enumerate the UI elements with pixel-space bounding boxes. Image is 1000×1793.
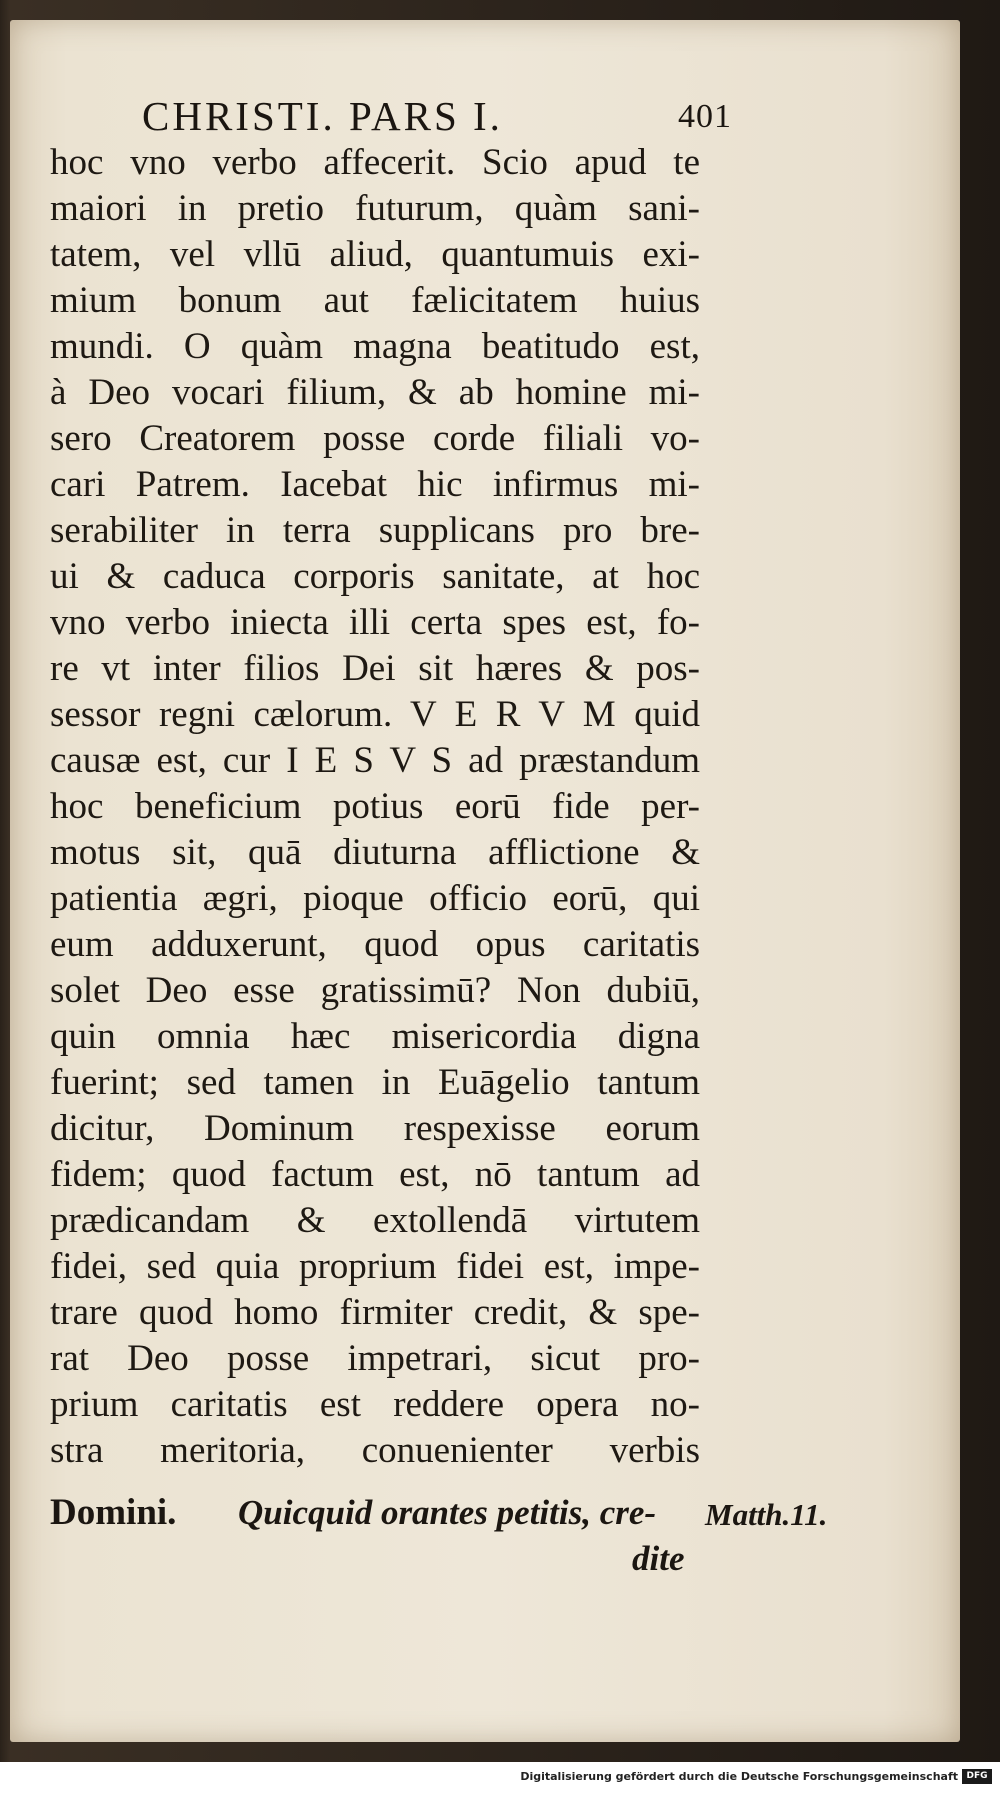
text-line: rat Deo posse impetrari, sicut pro- bbox=[50, 1338, 700, 1379]
text-line: hoc beneficium potius eorū fide per- bbox=[50, 786, 700, 827]
text-line: solet Deo esse gratissimū? Non dubiū, bbox=[50, 970, 700, 1011]
text-line: maiori in pretio futurum, quàm sani- bbox=[50, 188, 700, 229]
text-line: patientia ægri, pioque officio eorū, qui bbox=[50, 878, 700, 919]
text-line: fuerint; sed tamen in Euāgelio tantum bbox=[50, 1062, 700, 1103]
text-line: prædicandam & extollendā virtutem bbox=[50, 1200, 700, 1241]
digitization-footer bbox=[0, 1762, 1000, 1793]
text-line: re vt inter filios Dei sit hæres & pos- bbox=[50, 648, 700, 689]
text-line: mium bonum aut fælicitatem huius bbox=[50, 280, 700, 321]
text-line: trare quod homo firmiter credit, & spe- bbox=[50, 1292, 700, 1333]
text-line: cari Patrem. Iacebat hic infirmus mi- bbox=[50, 464, 700, 505]
text-line: prium caritatis est reddere opera no- bbox=[50, 1384, 700, 1425]
text-line: sessor regni cælorum. V E R V M quid bbox=[50, 694, 700, 735]
scripture-quote: Quicquid orantes petitis, cre- bbox=[238, 1493, 657, 1532]
text-line: quin omnia hæc misericordia digna bbox=[50, 1016, 700, 1057]
text-line: hoc vno verbo affecerit. Scio apud te bbox=[50, 142, 700, 183]
text-line: ui & caduca corporis sanitate, at hoc bbox=[50, 556, 700, 597]
text-line: motus sit, quā diuturna afflictione & bbox=[50, 832, 700, 873]
catchword: dite bbox=[632, 1539, 685, 1578]
page-number: 401 bbox=[678, 98, 732, 135]
text-line: mundi. O quàm magna beatitudo est, bbox=[50, 326, 700, 367]
text-line: fidem; quod factum est, nō tantum ad bbox=[50, 1154, 700, 1195]
text-line: fidei, sed quia proprium fidei est, impe- bbox=[50, 1246, 700, 1287]
text-line: tatem, vel vllū aliud, quantumuis exi- bbox=[50, 234, 700, 275]
text-line: à Deo vocari filium, & ab homine mi- bbox=[50, 372, 700, 413]
dfg-logo-icon: DFG bbox=[962, 1769, 992, 1784]
text-line: vno verbo iniecta illi certa spes est, fo- bbox=[50, 602, 700, 643]
body-text bbox=[50, 140, 700, 1474]
text-line: dicitur, Dominum respexisse eorum bbox=[50, 1108, 700, 1149]
margin-note: Matth.11. bbox=[705, 1497, 828, 1532]
text-line: eum adduxerunt, quod opus caritatis bbox=[50, 924, 700, 965]
last-text-line bbox=[50, 1490, 870, 1540]
text-line: sero Creatorem posse corde filiali vo- bbox=[50, 418, 700, 459]
running-head-title: CHRISTI. PARS I. bbox=[142, 93, 503, 139]
text-line: serabiliter in terra supplicans pro bre- bbox=[50, 510, 700, 551]
last-line-word: Domini. bbox=[50, 1492, 177, 1533]
funding-credit: Digitalisierung gefördert durch die Deutsche Forschungsgemeinschaft bbox=[520, 1770, 958, 1783]
text-line: causæ est, cur I E S V S ad præstandum bbox=[50, 740, 700, 781]
text-line: stra meritoria, conuenienter verbis bbox=[50, 1430, 700, 1471]
